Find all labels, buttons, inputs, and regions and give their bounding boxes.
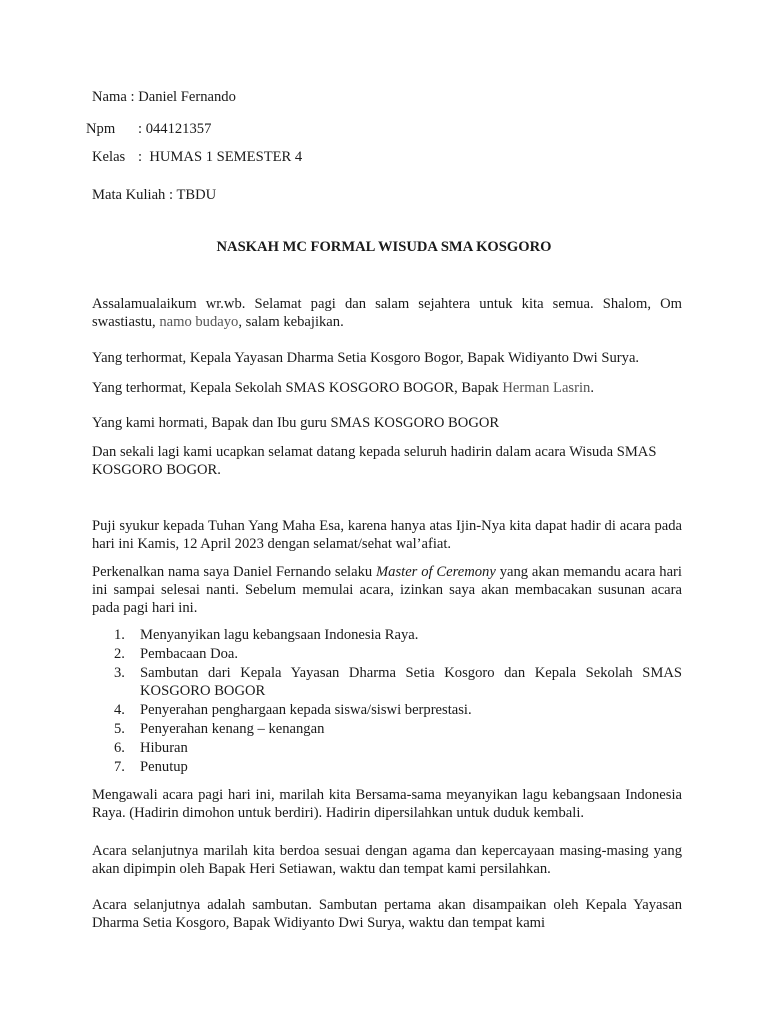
agenda-text: Pembacaan Doa. — [140, 646, 239, 662]
greeting-text-c: , salam kebajikan. — [238, 314, 344, 330]
agenda-number: 2. — [114, 646, 125, 662]
paragraph-welcome — [92, 443, 682, 479]
agenda-text: Sambutan dari Kepala Yayasan Dharma Setia Kosgoro dan Kepala Sekolah SMAS KOSGORO BOGOR — [140, 665, 682, 699]
list-item — [92, 720, 682, 738]
list-item — [92, 758, 682, 776]
paragraph-respect-1: Yang terhormat, Kepala Yayasan Dharma Setia Kosgoro Bogor, Bapak Widiyanto Dwi Surya. — [92, 350, 640, 366]
agenda-text: Menyanyikan lagu kebangsaan Indonesia Raya. — [140, 627, 419, 643]
course-name: Mata Kuliah : TBDU — [92, 187, 217, 203]
paragraph-respect-3: Yang kami hormati, Bapak dan Ibu guru SMAS KOSGORO BOGOR — [92, 415, 500, 431]
paragraph-anthem: Mengawali acara pagi hari ini, marilah kita Bersama-sama meyanyikan lagu kebangsaan Indonesia Raya. (Hadirin dimohon untuk berdiri). Hadirin dipersilahkan untuk duduk kembali. — [92, 787, 682, 821]
greeting-text-b: namo budayo — [159, 314, 239, 330]
paragraph-introduction — [92, 563, 682, 617]
respect-2-text-c: . — [590, 380, 594, 396]
welcome-text-b: KOSGORO BOGOR. — [92, 462, 221, 478]
student-npm-label: Npm — [86, 121, 116, 137]
list-item — [92, 739, 682, 757]
agenda-number: 3. — [114, 665, 125, 681]
list-item — [92, 701, 682, 719]
paragraph-gratitude: Puji syukur kepada Tuhan Yang Maha Esa, karena hanya atas Ijin-Nya kita dapat hadir di acara pada hari ini Kamis, 12 April 2023 dengan selamat/sehat wal’afiat. — [92, 518, 682, 552]
agenda-number: 1. — [114, 627, 125, 643]
student-name: Nama : Daniel Fernando — [92, 89, 236, 105]
student-class-label: Kelas — [92, 149, 126, 165]
agenda-text: Penutup — [140, 759, 188, 775]
agenda-text: Penyerahan kenang – kenangan — [140, 721, 325, 737]
agenda-number: 7. — [114, 759, 125, 775]
student-class-value: : HUMAS 1 SEMESTER 4 — [138, 149, 303, 165]
agenda-number: 5. — [114, 721, 125, 737]
paragraph-speech: Acara selanjutnya adalah sambutan. Sambutan pertama akan disampaikan oleh Kepala Yayasan Dharma Setia Kosgoro, Bapak Widiyanto Dwi Surya, waktu dan tempat kami — [92, 897, 682, 931]
agenda-list — [92, 626, 682, 777]
agenda-number: 4. — [114, 702, 125, 718]
welcome-text-a: Dan sekali lagi kami ucapkan selamat datang kepada seluruh hadirin dalam acara Wisuda SMAS — [92, 444, 657, 460]
greeting-text-a: Assalamualaikum wr.wb. Selamat pagi dan salam sejahtera untuk kita semua. Shalom, Om swastiastu, — [92, 296, 682, 330]
document-title: NASKAH MC FORMAL WISUDA SMA KOSGORO — [216, 239, 552, 255]
intro-text-c: yang akan memandu acara hari ini sampai selesai nanti. Sebelum memulai acara, izinkan saya akan membacakan susunan acara pada pagi hari ini. — [92, 564, 682, 616]
list-item — [92, 645, 682, 663]
respect-2-text-b: Herman Lasrin — [502, 380, 591, 396]
respect-2-text-a: Yang terhormat, Kepala Sekolah SMAS KOSGORO BOGOR, Bapak — [92, 380, 499, 396]
paragraph-respect-2 — [92, 379, 682, 397]
intro-text-b: Master of Ceremony — [376, 564, 496, 580]
list-item — [92, 664, 682, 700]
agenda-number: 6. — [114, 740, 125, 756]
agenda-text: Hiburan — [140, 740, 188, 756]
intro-text-a: Perkenalkan nama saya Daniel Fernando selaku — [92, 564, 373, 580]
list-item — [92, 626, 682, 644]
student-npm-value: : 044121357 — [138, 121, 212, 137]
agenda-text: Penyerahan penghargaan kepada siswa/siswi berprestasi. — [140, 702, 472, 718]
paragraph-prayer: Acara selanjutnya marilah kita berdoa sesuai dengan agama dan kepercayaan masing-masing yang akan dipimpin oleh Bapak Heri Setiawan, waktu dan tempat kami persilahkan. — [92, 843, 682, 877]
paragraph-greeting — [92, 295, 682, 331]
